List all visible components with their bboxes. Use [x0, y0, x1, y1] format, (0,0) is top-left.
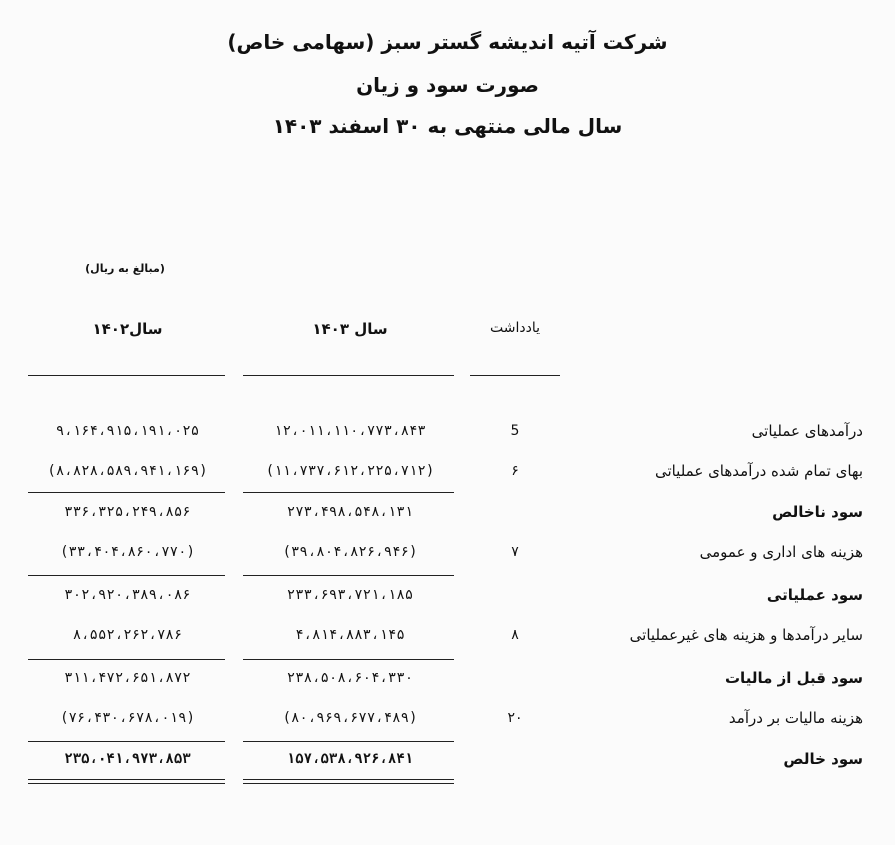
- row-label: هزینه های اداری و عمومی: [699, 543, 863, 561]
- cur-value: ۲۷۳،۴۹۸،۵۴۸،۱۳۱: [286, 504, 414, 520]
- total-double-rule-prev: [28, 779, 225, 784]
- subtotal-rule-current: [243, 492, 454, 493]
- row-net-profit: [0, 744, 895, 774]
- row-label: سود قبل از مالیات: [724, 669, 863, 687]
- row-income-tax: [0, 703, 895, 733]
- row-cost-of-revenue: [0, 456, 895, 486]
- column-header-current-year: سال ۱۴۰۳: [312, 320, 388, 338]
- column-header-prev-year: سال۱۴۰۲: [92, 320, 163, 338]
- subtotal-rule-prev: [28, 741, 225, 742]
- statement-title: صورت سود و زیان: [356, 73, 539, 97]
- prev-value: ۲۳۵،۰۴۱،۹۷۳،۸۵۳: [64, 751, 191, 767]
- prev-value: ۳۳۶،۳۲۵،۲۴۹،۸۵۶: [64, 504, 191, 520]
- unit-note: (مبالغ به ریال): [85, 262, 165, 275]
- cur-value: ۱۵۷،۵۳۸،۹۲۶،۸۴۱: [286, 751, 414, 767]
- cur-value: ۱۲،۰۱۱،۱۱۰،۷۷۳،۸۴۳: [274, 423, 426, 439]
- subtotal-rule-current: [243, 575, 454, 576]
- period-title: سال مالی منتهی به ۳۰ اسفند ۱۴۰۳: [272, 114, 623, 138]
- note-ref: ۸: [511, 627, 519, 643]
- row-admin-expenses: [0, 537, 895, 567]
- prev-value: ۸،۵۵۲،۲۶۲،۷۸۶: [72, 627, 183, 643]
- cur-value: (۳۹،۸۰۴،۸۲۶،۹۴۶): [282, 544, 418, 560]
- prev-value: (۷۶،۴۳۰،۶۷۸،۰۱۹): [60, 710, 195, 726]
- row-label: سود عملیاتی: [766, 586, 863, 604]
- column-header-note: یادداشت: [490, 320, 540, 336]
- row-label: سود ناخالص: [772, 503, 863, 521]
- total-double-rule-current: [243, 779, 454, 784]
- prev-value: ۹،۱۶۴،۹۱۵،۱۹۱،۰۲۵: [55, 423, 200, 439]
- row-label: هزینه مالیات بر درآمد: [728, 709, 863, 727]
- subtotal-rule-prev: [28, 492, 225, 493]
- row-label: درآمدهای عملیاتی: [751, 422, 863, 440]
- note-ref: 5: [510, 423, 520, 439]
- header-rule-note: [470, 375, 560, 376]
- subtotal-rule-current: [243, 741, 454, 742]
- note-ref: ۶: [511, 463, 519, 479]
- row-profit-before-tax: [0, 663, 895, 693]
- row-label: سود خالص: [783, 750, 863, 768]
- header-rule-current: [243, 375, 454, 376]
- cur-value: ۲۳۸،۵۰۸،۶۰۴،۳۳۰: [286, 670, 414, 686]
- row-operating-revenue: [0, 416, 895, 446]
- prev-value: ۳۰۲،۹۲۰،۳۸۹،۰۸۶: [64, 587, 191, 603]
- cur-value: ۴،۸۱۴،۸۸۳،۱۴۵: [295, 627, 405, 643]
- note-ref: ۷: [511, 544, 519, 560]
- row-label: سایر درآمدها و هزینه های غیرعملیاتی: [629, 626, 863, 644]
- note-ref: ۲۰: [507, 710, 523, 726]
- subtotal-rule-prev: [28, 575, 225, 576]
- row-label: بهای تمام شده درآمدهای عملیاتی: [654, 462, 863, 480]
- row-gross-profit: [0, 497, 895, 527]
- prev-value: ۳۱۱،۴۷۲،۶۵۱،۸۷۲: [64, 670, 191, 686]
- company-name: شرکت آتیه اندیشه گستر سبز (سهامی خاص): [227, 30, 668, 54]
- row-operating-profit: [0, 580, 895, 610]
- subtotal-rule-current: [243, 659, 454, 660]
- cur-value: (۱۱،۷۳۷،۶۱۲،۲۲۵،۷۱۲): [265, 463, 435, 479]
- prev-value: (۸،۸۲۸،۵۸۹،۹۴۱،۱۶۹): [47, 463, 208, 479]
- prev-value: (۳۳،۴۰۴،۸۶۰،۷۷۰): [60, 544, 195, 560]
- cur-value: (۸۰،۹۶۹،۶۷۷،۴۸۹): [282, 710, 418, 726]
- header-rule-prev: [28, 375, 225, 376]
- subtotal-rule-prev: [28, 659, 225, 660]
- cur-value: ۲۳۳،۶۹۳،۷۲۱،۱۸۵: [286, 587, 414, 603]
- row-other-income-expenses: [0, 620, 895, 650]
